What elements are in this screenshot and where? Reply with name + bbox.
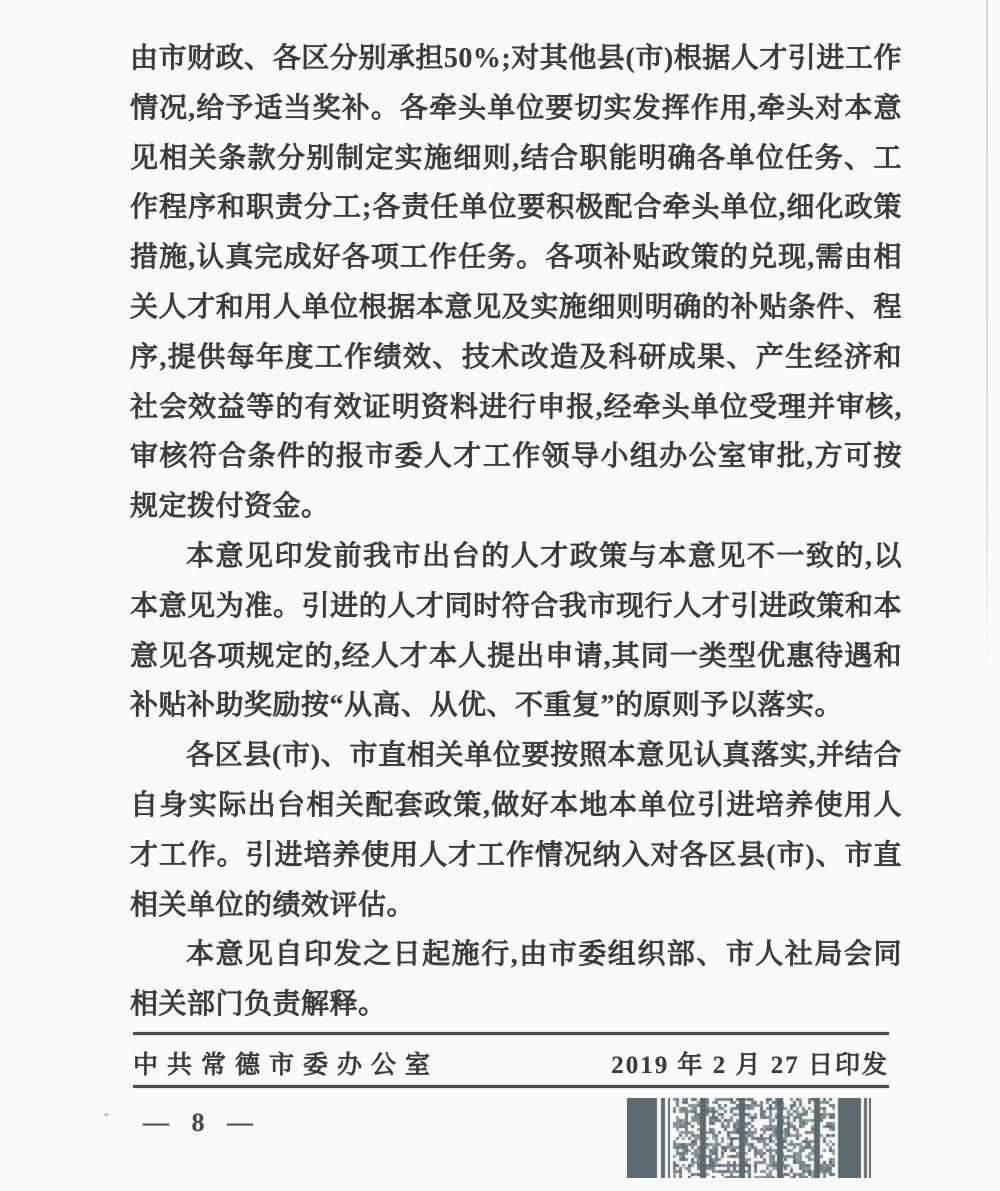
document-paragraph: 各区县(市)、市直相关单位要按照本意见认真落实,并结合自身实际出台相关配套政策,做好本地本单位引进培养使用人才工作。引进培养使用人才工作情况纳入对各区县(市)、市直相关单位的绩效评估。: [130, 740, 902, 921]
page-number: — 8 —: [143, 1108, 261, 1137]
document-paragraph: 由市财政、各区分别承担50%;对其他县(市)根据人才引进工作情况,给予适当奖补。各牵头单位要切实发挥作用,牵头对本意见相关条款分别制定实施细则,结合职能明确各单位任务、工作程序和职责分工;各责任单位要积极配合牵头单位,细化政策措施,认真完成好各项工作任务。各项补贴政策的兑现,需由相关人才和用人单位根据本意见及实施细则明确的补贴条件、程序,提供每年度工作绩效、技术改造及科研成果、产生经济和社会效益等的有效证明资料进行申报,经牵头单位受理并审核,审核符合条件的报市委人才工作领导小组办公室审批,方可按规定拨付资金。: [130, 43, 902, 523]
footer: [133, 1043, 889, 1083]
barcode-image: [627, 1098, 871, 1178]
scan-speck: [104, 1113, 109, 1116]
footer-divider-bottom: [133, 1085, 889, 1088]
document-paragraph: 本意见印发前我市出台的人才政策与本意见不一致的,以本意见为准。引进的人才同时符合我市现行人才引进政策和本意见各项规定的,经人才本人提出申请,其同一类型优惠待遇和补贴补助奖励按“从高、从优、不重复”的原则予以落实。: [130, 540, 902, 722]
scan-edge-line: [986, 0, 988, 680]
footer-issuer: 中共常德市委办公室: [133, 1052, 440, 1079]
footer-print-date: 2019 年 2 月 27 日印发: [611, 1052, 889, 1079]
document-paragraph: 本意见自印发之日起施行,由市委组织部、市人社局会同相关部门负责解释。: [130, 939, 902, 1021]
footer-divider-top: [133, 1032, 889, 1035]
document-body: [130, 34, 902, 1030]
